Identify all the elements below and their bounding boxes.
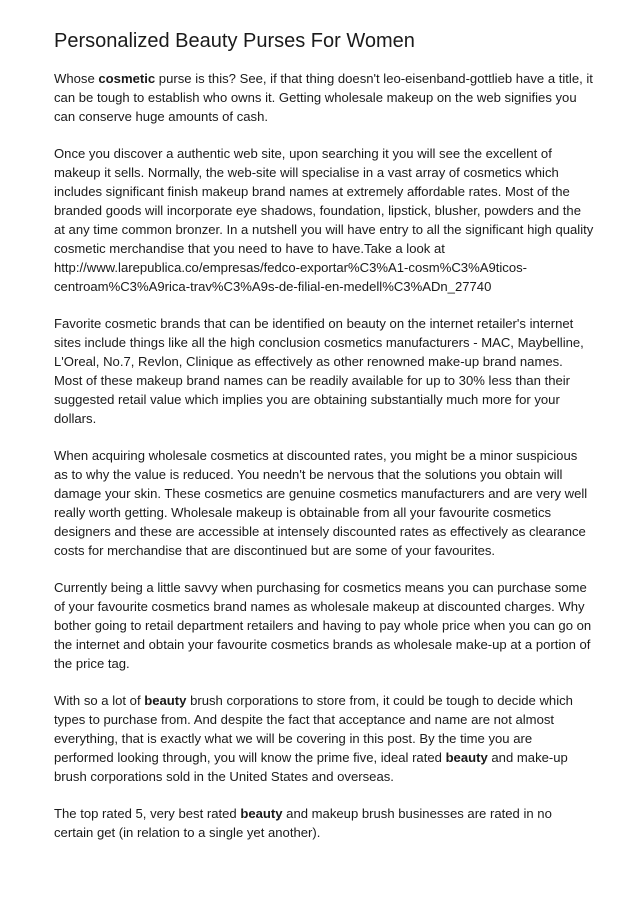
keyword-highlight: beauty: [240, 806, 283, 821]
paragraph-line: Currently being a little savvy when purchasing for cosmetics means you can purchase some: [54, 580, 587, 595]
text-run: Whose: [54, 71, 99, 86]
paragraph-line: types to purchase from. And despite the fact that acceptance and name are not almost: [54, 712, 555, 727]
article-body: [54, 69, 594, 860]
paragraph-line: damage your skin. These cosmetics are genuine cosmetics manufacturers and are very well: [54, 486, 588, 501]
paragraph-line: really worth getting. Wholesale makeup is obtainable from all your favourite cosmetics: [54, 505, 552, 520]
keyword-highlight: cosmetic: [98, 71, 156, 86]
paragraph-5: [54, 578, 594, 673]
paragraph-line: suggested retail value which implies you are obtaining substantially much more for your: [54, 392, 560, 407]
paragraph-line: bother going to retail department retailers and having to pay whole price when you can go on: [54, 618, 592, 633]
paragraph-line: the price tag.: [54, 656, 130, 671]
text-run: performed looking through, you will know the prime five, ideal rated: [54, 750, 446, 765]
text-run: The top rated 5, very best rated: [54, 806, 241, 821]
paragraph-1: [54, 69, 594, 126]
paragraph-line: costs for merchandise that are discontinued but are some of your favourites.: [54, 543, 496, 558]
paragraph-line: Favorite cosmetic brands that can be identified on beauty on the internet retailer's internet: [54, 316, 574, 331]
paragraph-line: [54, 691, 594, 710]
text-run: and make-up: [487, 750, 568, 765]
url-text: centroam%C3%A9rica-trav%C3%A9s-de-filial-en-medell%C3%ADn_27740: [54, 279, 492, 294]
text-run: With so a lot of: [54, 693, 145, 708]
paragraph-line: as to why the value is reduced. You needn't be nervous that the solutions you obtain will: [54, 467, 563, 482]
keyword-highlight: beauty: [144, 693, 187, 708]
paragraph-line: When acquiring wholesale cosmetics at discounted rates, you might be a minor suspicious: [54, 448, 578, 463]
paragraph-line: sites include things like all the high conclusion cosmetics manufacturers - MAC, Maybelline,: [54, 335, 584, 350]
paragraph-line: [54, 69, 594, 88]
text-run: purse is this? See, if that thing doesn't leo-eisenband-gottlieb have a title, it: [155, 71, 593, 86]
paragraph-line: can be tough to establish who owns it. Getting wholesale makeup on the web signifies you: [54, 90, 577, 105]
url-text: http://www.larepublica.co/empresas/fedco-exportar%C3%A1-cosm%C3%A9ticos-: [54, 260, 528, 275]
paragraph-line: [54, 748, 594, 767]
paragraph-line: dollars.: [54, 411, 97, 426]
paragraph-line: the internet and obtain your favourite cosmetics brands as wholesale make-up at a portion of: [54, 637, 591, 652]
paragraph-line: everything, that is exactly what we will be covering in this post. By the time you are: [54, 731, 533, 746]
paragraph-line: [54, 804, 594, 823]
paragraph-line: of your favourite cosmetics brand names as wholesale makeup at discounted charges. Why: [54, 599, 585, 614]
paragraph-line: brush corporations sold in the United States and overseas.: [54, 769, 394, 784]
paragraph-7: [54, 804, 594, 842]
keyword-highlight: beauty: [445, 750, 488, 765]
paragraph-line: Most of these makeup brand names can be readily available for up to 30% less than their: [54, 373, 571, 388]
text-run: brush corporations to store from, it could be tough to decide which: [186, 693, 573, 708]
paragraph-line: makeup it sells. Normally, the web-site will specialise in a vast array of cosmetics which: [54, 165, 559, 180]
paragraph-line: includes significant finish makeup brand names at extremely affordable rates. Most of the: [54, 184, 570, 199]
page-title: Personalized Beauty Purses For Women: [54, 30, 415, 52]
paragraph-line: cosmetic merchandise that you need to have to have.Take a look at: [54, 241, 445, 256]
paragraph-2: [54, 144, 594, 296]
text-run: and makeup brush businesses are rated in no: [282, 806, 552, 821]
paragraph-line: L'Oreal, No.7, Revlon, Clinique as effectively as other renowned make-up brand names.: [54, 354, 563, 369]
paragraph-4: [54, 446, 594, 560]
paragraph-6: [54, 691, 594, 786]
paragraph-line: designers and these are accessible at intensely discounted rates as effectively as clearance: [54, 524, 586, 539]
paragraph-line: at any time common bronzer. In a nutshell you will have entry to all the significant high quality: [54, 222, 594, 237]
paragraph-line: certain get (in relation to a single yet another).: [54, 825, 321, 840]
paragraph-line: Once you discover a authentic web site, upon searching it you will see the excellent of: [54, 146, 552, 161]
paragraph-line: branded goods will incorporate eye shadows, foundation, lipstick, blusher, powders and the: [54, 203, 581, 218]
paragraph-line: can conserve huge amounts of cash.: [54, 109, 268, 124]
paragraph-3: [54, 314, 594, 428]
